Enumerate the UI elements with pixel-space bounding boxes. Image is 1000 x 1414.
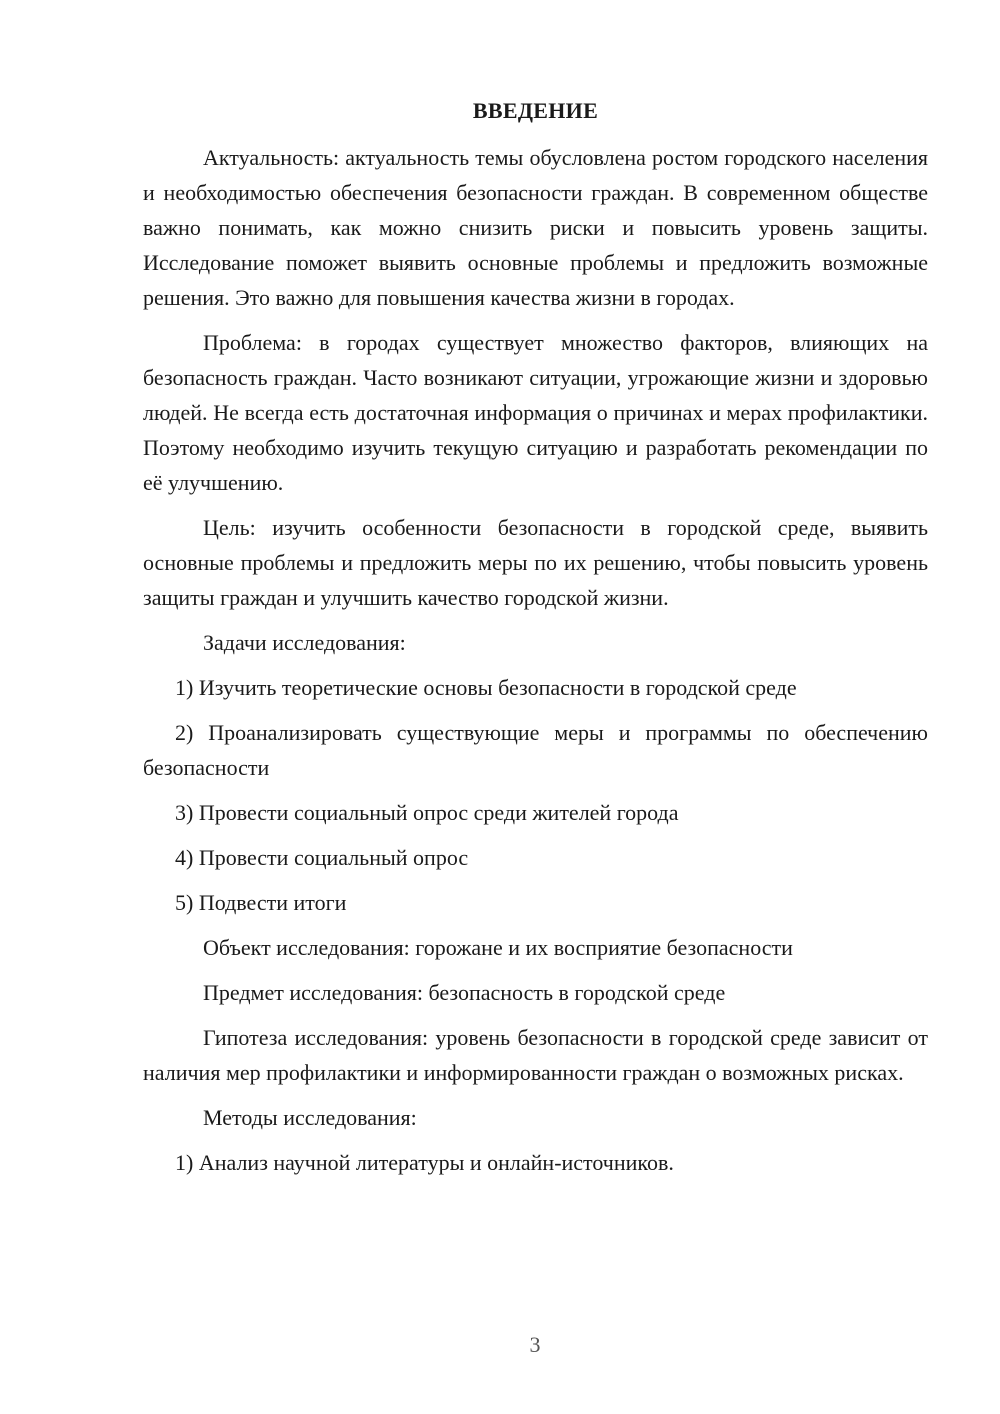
- research-subject: Предмет исследования: безопасность в городской среде: [203, 980, 726, 1005]
- hypothesis-paragraph: Гипотеза исследования: уровень безопасности в городской среде зависит от наличия мер профилактики и информированности граждан о возможных рисках.: [143, 1025, 928, 1085]
- document-page: [143, 96, 928, 1190]
- task-item-2: 2) Проанализировать существующие меры и программы по обеспечению безопасности: [143, 720, 928, 780]
- relevance-paragraph: Актуальность: актуальность темы обусловлена ростом городского населения и необходимостью обеспечения безопасности граждан. В современном обществе важно понимать, как можно снизить риски и повысить уровень защиты. Исследование поможет выявить основные проблемы и предложить возможные решения. Это важно для повышения качества жизни в городах.: [143, 145, 928, 310]
- page-number: 3: [529, 1332, 541, 1357]
- task-item-1: 1) Изучить теоретические основы безопасности в городской среде: [175, 675, 797, 700]
- method-item-1: 1) Анализ научной литературы и онлайн-источников.: [175, 1150, 674, 1175]
- task-item-4: 4) Провести социальный опрос: [175, 845, 469, 870]
- problem-paragraph: Проблема: в городах существует множество факторов, влияющих на безопасность граждан. Часто возникают ситуации, угрожающие жизни и здоровью людей. Не всегда есть достаточная информация о причинах и мерах профилактики. Поэтому необходимо изучить текущую ситуацию и разработать рекомендации по её улучшению.: [143, 330, 928, 495]
- tasks-heading: Задачи исследования:: [203, 630, 406, 655]
- task-item-3: 3) Провести социальный опрос среди жителей города: [175, 800, 679, 825]
- task-item-5: 5) Подвести итоги: [175, 890, 347, 915]
- methods-heading: Методы исследования:: [203, 1105, 417, 1130]
- goal-paragraph: Цель: изучить особенности безопасности в городской среде, выявить основные проблемы и предложить меры по их решению, чтобы повысить уровень защиты граждан и улучшить качество городской жизни.: [143, 515, 928, 610]
- document-title: ВВЕДЕНИЕ: [472, 98, 599, 123]
- research-object: Объект исследования: горожане и их восприятие безопасности: [203, 935, 793, 960]
